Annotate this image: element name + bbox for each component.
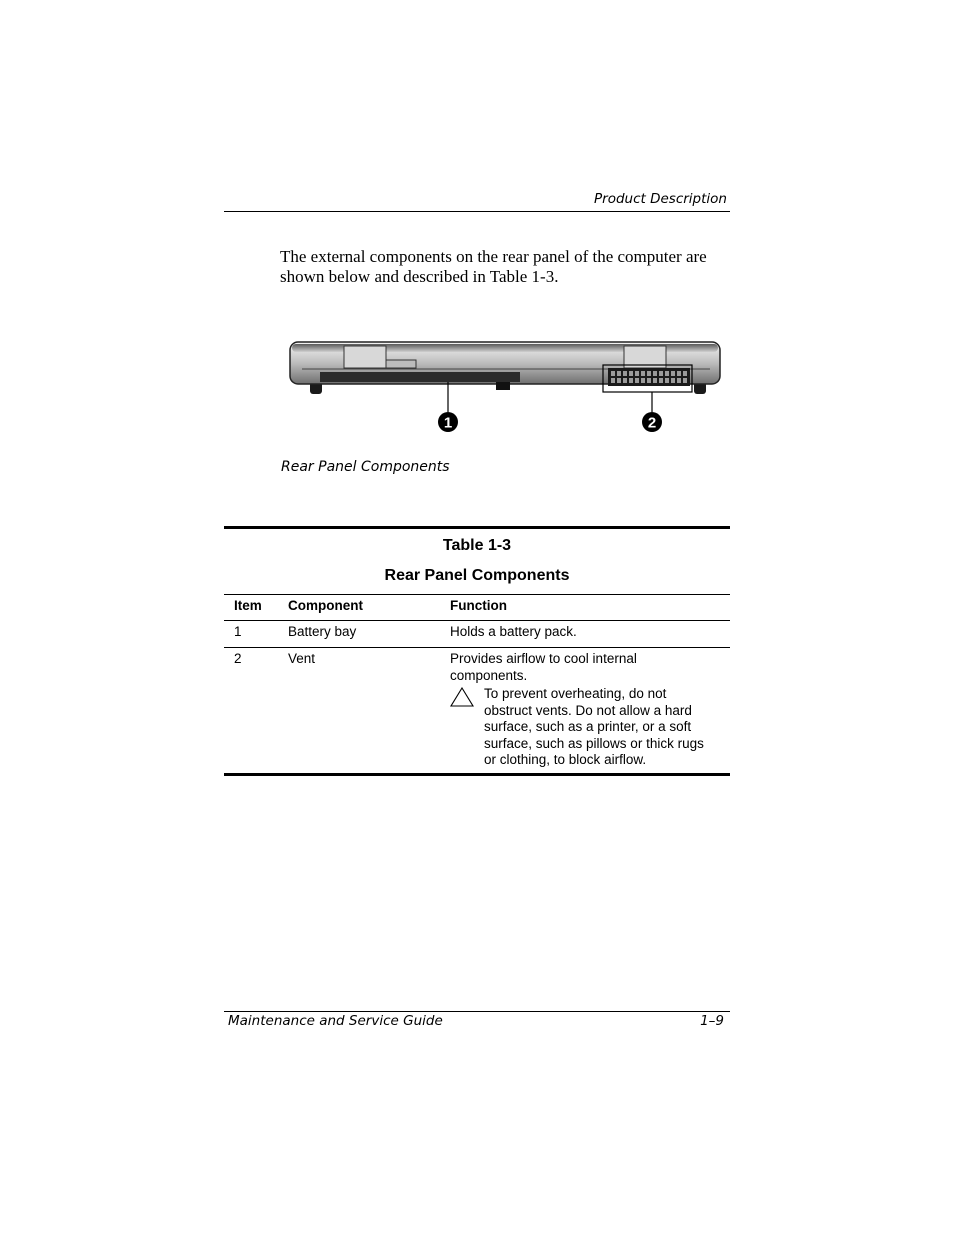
table-header-top-rule bbox=[224, 594, 730, 595]
table-top-rule bbox=[224, 526, 730, 529]
intro-line-1: The external components on the rear panel of the computer are bbox=[280, 247, 707, 266]
caution-icon bbox=[450, 687, 474, 707]
vent-slot bbox=[677, 378, 681, 383]
vent-slot bbox=[665, 371, 669, 376]
left-hinge-tab bbox=[386, 360, 416, 368]
row-1-item: 1 bbox=[234, 624, 242, 639]
intro-paragraph bbox=[280, 247, 740, 287]
table-header-bottom-rule bbox=[224, 620, 730, 621]
column-header-component: Component bbox=[288, 598, 363, 613]
vent-slot bbox=[635, 378, 639, 383]
running-head: Product Description bbox=[594, 191, 727, 207]
caution-line-2: obstruct vents. Do not allow a hard bbox=[484, 702, 692, 718]
vent-slot bbox=[611, 371, 615, 376]
vent-slot bbox=[677, 371, 681, 376]
vent-slot bbox=[683, 378, 687, 383]
column-header-item: Item bbox=[234, 598, 262, 613]
row-2-item: 2 bbox=[234, 651, 242, 666]
vent-slot bbox=[653, 371, 657, 376]
vent-grille bbox=[608, 368, 690, 386]
vent-slot bbox=[641, 378, 645, 383]
row-2-function-line-1: Provides airflow to cool internal bbox=[450, 651, 637, 666]
callout-2-label: 2 bbox=[647, 414, 657, 432]
rear-panel-illustration bbox=[280, 336, 730, 442]
table-bottom-rule bbox=[224, 773, 730, 776]
row-1-component: Battery bay bbox=[288, 624, 357, 639]
vent-slot bbox=[629, 371, 633, 376]
vent-slot bbox=[647, 378, 651, 383]
vent-slot bbox=[653, 378, 657, 383]
table-title: Rear Panel Components bbox=[384, 567, 570, 584]
vent-slot bbox=[659, 378, 663, 383]
column-header-function: Function bbox=[450, 598, 507, 613]
caution-line-3: surface, such as a printer, or a soft bbox=[484, 719, 692, 734]
battery-latch bbox=[496, 382, 510, 390]
row-1-bottom-rule bbox=[224, 647, 730, 648]
row-2-component: Vent bbox=[288, 651, 316, 666]
row-2-function bbox=[450, 651, 637, 684]
caution-line-1: To prevent overheating, do not bbox=[484, 686, 667, 701]
vent-slot bbox=[683, 371, 687, 376]
callout-1-label: 1 bbox=[443, 414, 453, 432]
vent-slot bbox=[611, 378, 615, 383]
vent-slot bbox=[629, 378, 633, 383]
row-2-function-line-2: components. bbox=[450, 667, 528, 683]
vent-slot bbox=[617, 378, 621, 383]
footer-rule bbox=[224, 1011, 730, 1012]
vent-slot bbox=[623, 378, 627, 383]
vent-slot bbox=[659, 371, 663, 376]
footer-title: Maintenance and Service Guide bbox=[228, 1013, 443, 1029]
figure-caption: Rear Panel Components bbox=[281, 459, 450, 475]
left-hinge bbox=[344, 346, 386, 368]
vent-slot bbox=[665, 378, 669, 383]
row-2-caution-text bbox=[484, 686, 704, 769]
vent-slot bbox=[641, 371, 645, 376]
vent-slot bbox=[617, 371, 621, 376]
caution-line-5: or clothing, to block airflow. bbox=[484, 752, 647, 767]
intro-line-2: shown below and described in Table 1-3. bbox=[280, 267, 559, 286]
page-number: 1–9 bbox=[700, 1013, 724, 1029]
battery-bay bbox=[320, 372, 520, 382]
vent-slot bbox=[671, 378, 675, 383]
vent-slot bbox=[647, 371, 651, 376]
row-1-function: Holds a battery pack. bbox=[450, 624, 577, 639]
vent-slot bbox=[623, 371, 627, 376]
header-rule bbox=[224, 211, 730, 212]
vent-slot bbox=[671, 371, 675, 376]
table-number: Table 1-3 bbox=[442, 537, 512, 554]
caution-line-4: surface, such as pillows or thick rugs bbox=[484, 735, 704, 751]
vent-slot bbox=[635, 371, 639, 376]
